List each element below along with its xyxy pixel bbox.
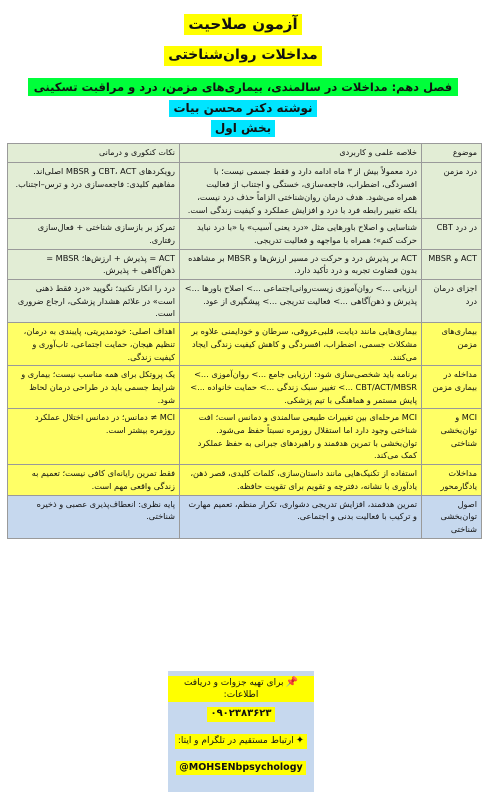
row-summary: برنامه باید شخصی‌سازی شود: ارزیابی جامع ...> روان‌آموزی ...> CBT/ACT/MBSR ...> تغییر سبک زندگی ...> حمایت خانواده ...> پایش مستمر و هماهنگی با تیم پزشکی.	[180, 366, 422, 409]
column-header-summary: خلاصه علمی و کاربردی	[180, 144, 422, 163]
pushpin-icon: 📌	[285, 677, 299, 688]
row-notes: تمرکز بر بازسازی شناختی + فعال‌سازی رفتاری.	[8, 219, 180, 249]
table-row	[8, 465, 482, 495]
row-topic: درد مزمن	[422, 163, 482, 219]
table-row	[8, 495, 482, 538]
table-row	[8, 163, 482, 219]
row-summary: بیماری‌هایی مانند دیابت، قلبی‌عروقی، سرطان و خودایمنی علاوه بر مشکلات جسمی، اضطراب، افسردگی و کاهش کیفیت زندگی ایجاد می‌کنند.	[180, 323, 422, 366]
row-summary: ارزیابی ...> روان‌آموزی زیست‌روانی‌اجتماعی ...> اصلاح باورها ...> پذیرش و ذهن‌آگاهی ...> فعالیت تدریجی ...> پیشگیری از عود.	[180, 280, 422, 323]
table-row	[8, 219, 482, 249]
row-summary: MCI مرحله‌ای بین تغییرات طبیعی سالمندی و دمانس است؛ افت شناختی وجود دارد اما استقلال روزمره نسبتاً حفظ می‌شود. توان‌بخشی با تمرین هدفمند و راهبردهای جبرانی به حفظ عملکرد کمک می‌کند.	[180, 409, 422, 465]
row-summary: ACT بر پذیرش درد و حرکت در مسیر ارزش‌ها و MBSR بر مشاهده بدون قضاوت تجربه و درد تأکید دارد.	[180, 249, 422, 279]
messenger-line: ✦ارتباط مستقیم در تلگرام و ایتا:	[168, 728, 314, 749]
row-summary: استفاده از تکنیک‌هایی مانند داستان‌سازی، کلمات کلیدی، قصر ذهن، یادآوری با نشانه، دفترچه و تقویم برای تقویت حافظه.	[180, 465, 422, 495]
phone-number[interactable]: ۰۹۰۲۳۸۳۶۲۳	[207, 707, 274, 722]
row-topic: ACT و MBSR	[422, 249, 482, 279]
row-notes: ACT = پذیرش + ارزش‌ها؛ MBSR = ذهن‌آگاهی + پذیرش.	[8, 249, 180, 279]
phone-line	[168, 701, 314, 722]
table-row	[8, 366, 482, 409]
row-notes: اهداف اصلی: خودمدیریتی، پایبندی به درمان، تنظیم هیجان، حمایت اجتماعی، تاب‌آوری و کیفیت زندگی.	[8, 323, 180, 366]
row-topic: در درد CBT	[422, 219, 482, 249]
title-line-1: آزمون صلاحیت	[0, 14, 486, 35]
row-notes: درد را انکار نکنید؛ نگویید «درد فقط ذهنی است» در علائم هشدار پزشکی، ارجاع ضروری است.	[8, 280, 180, 323]
row-topic: بیماری‌های مزمن	[422, 323, 482, 366]
chapter-title: فصل دهم: مداخلات در سالمندی، بیماری‌های مزمن، درد و مراقبت تسکینی	[0, 76, 486, 96]
column-header-topic: موضوع	[422, 144, 482, 163]
column-header-notes: نکات کنکوری و درمانی	[8, 144, 180, 163]
table-row	[8, 323, 482, 366]
content-table	[7, 143, 482, 539]
row-notes: MCI ≠ دمانس؛ در دمانس اختلال عملکرد روزمره بیشتر است.	[8, 409, 180, 465]
contact-footer	[168, 671, 314, 792]
title-line-2: مداخلات روان‌شناختی	[0, 44, 486, 66]
handle-line	[168, 755, 314, 775]
row-notes: رویکردهای CBT، ACT و MBSR اصلی‌اند. مفاهیم کلیدی: فاجعه‌سازی درد و ترس–اجتناب.	[8, 163, 180, 219]
row-topic: مداخلات یادگارمحور	[422, 465, 482, 495]
table-row	[8, 280, 482, 323]
table-row	[8, 409, 482, 465]
part-label: بخش اول	[0, 117, 486, 137]
table-row	[8, 249, 482, 279]
sparkle-icon: ✦	[295, 735, 305, 746]
row-topic: اجزای درمان درد	[422, 280, 482, 323]
social-handle[interactable]: @MOHSENbpsychology	[176, 761, 305, 775]
row-summary: درد معمولاً بیش از ۳ ماه ادامه دارد و فقط جسمی نیست؛ با افسردگی، اضطراب، فاجعه‌سازی، خستگی و اجتناب از فعالیت همراه می‌شود. هدف درمان روان‌شناختی الزاماً حذف درد نیست، بلکه تغییر رابطه فرد با درد و افزایش عملکرد و کیفیت زندگی است.	[180, 163, 422, 219]
row-topic: اصول توان‌بخشی شناختی	[422, 495, 482, 538]
info-line: 📌برای تهیه جزوات و دریافت اطلاعات:	[168, 676, 314, 702]
row-topic: MCI و توان‌بخشی شناختی	[422, 409, 482, 465]
row-topic: مداخله در بیماری مزمن	[422, 366, 482, 409]
row-summary: تمرین هدفمند، افزایش تدریجی دشواری، تکرار منظم، تعمیم مهارت و ترکیب با فعالیت بدنی و اجتماعی.	[180, 495, 422, 538]
author-line: نوشته دکتر محسن بیات	[0, 97, 486, 117]
row-notes: پایه نظری: انعطاف‌پذیری عصبی و ذخیره شناختی.	[8, 495, 180, 538]
row-notes: یک پروتکل برای همه مناسب نیست؛ بیماری و شرایط جسمی باید در طراحی درمان لحاظ شود.	[8, 366, 180, 409]
row-notes: فقط تمرین رایانه‌ای کافی نیست؛ تعمیم به زندگی واقعی مهم است.	[8, 465, 180, 495]
row-summary: شناسایی و اصلاح باورهایی مثل «درد یعنی آسیب» یا «با درد نباید حرکت کنم»؛ همراه با مواجهه و فعالیت تدریجی.	[180, 219, 422, 249]
